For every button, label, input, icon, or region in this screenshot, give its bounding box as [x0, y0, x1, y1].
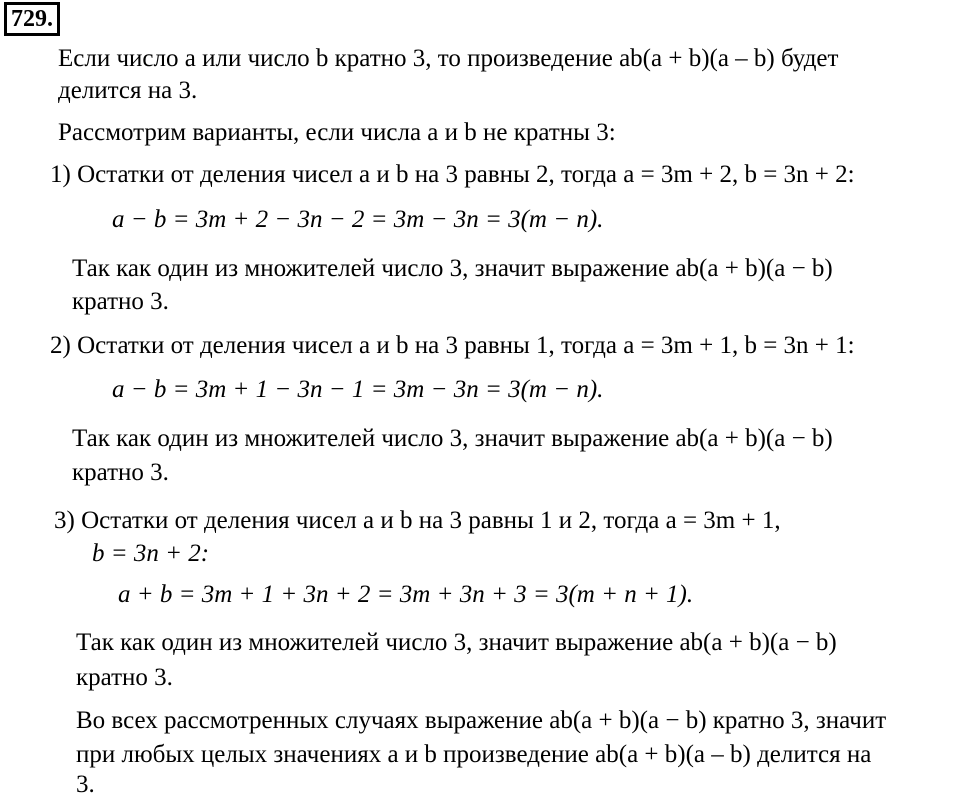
case-2-conclusion-line-2: кратно 3.: [72, 459, 169, 486]
final-line-2: при любых целых значениях a и b произведение ab(a + b)(a – b) делится на: [76, 741, 872, 768]
case-3-equation: a + b = 3m + 1 + 3n + 2 = 3m + 3n + 3 = 3(m + n + 1).: [118, 581, 694, 608]
intro-line-1: Если число a или число b кратно 3, то произведение ab(a + b)(a – b) будет: [58, 45, 839, 72]
case-1-conclusion-line-1: Так как один из множителей число 3, значит выражение ab(a + b)(a − b): [72, 255, 833, 282]
case-1-statement: 1) Остатки от деления чисел a и b на 3 равны 2, тогда a = 3m + 2, b = 3n + 2:: [50, 161, 855, 188]
consider-line: Рассмотрим варианты, если числа a и b не кратны 3:: [58, 119, 616, 146]
case-2-statement: 2) Остатки от деления чисел a и b на 3 равны 1, тогда a = 3m + 1, b = 3n + 1:: [50, 332, 855, 359]
case-3-conclusion-line-2: кратно 3.: [76, 664, 173, 691]
case-3-conclusion-line-1: Так как один из множителей число 3, значит выражение ab(a + b)(a − b): [76, 629, 837, 656]
final-line-1: Во всех рассмотренных случаях выражение ab(a + b)(a − b) кратно 3, значит: [76, 707, 887, 734]
final-line-3: 3.: [76, 771, 95, 798]
case-3-statement-continued: b = 3n + 2:: [92, 540, 210, 567]
intro-line-2: делится на 3.: [58, 77, 198, 104]
case-2-equation: a − b = 3m + 1 − 3n − 1 = 3m − 3n = 3(m − n).: [112, 376, 604, 403]
case-2-conclusion-line-1: Так как один из множителей число 3, значит выражение ab(a + b)(a − b): [72, 425, 833, 452]
case-1-conclusion-line-2: кратно 3.: [72, 288, 169, 315]
problem-number: 729.: [4, 2, 60, 36]
case-3-statement: 3) Остатки от деления чисел a и b на 3 равны 1 и 2, тогда a = 3m + 1,: [54, 507, 781, 534]
case-1-equation: a − b = 3m + 2 − 3n − 2 = 3m − 3n = 3(m − n).: [112, 206, 604, 233]
